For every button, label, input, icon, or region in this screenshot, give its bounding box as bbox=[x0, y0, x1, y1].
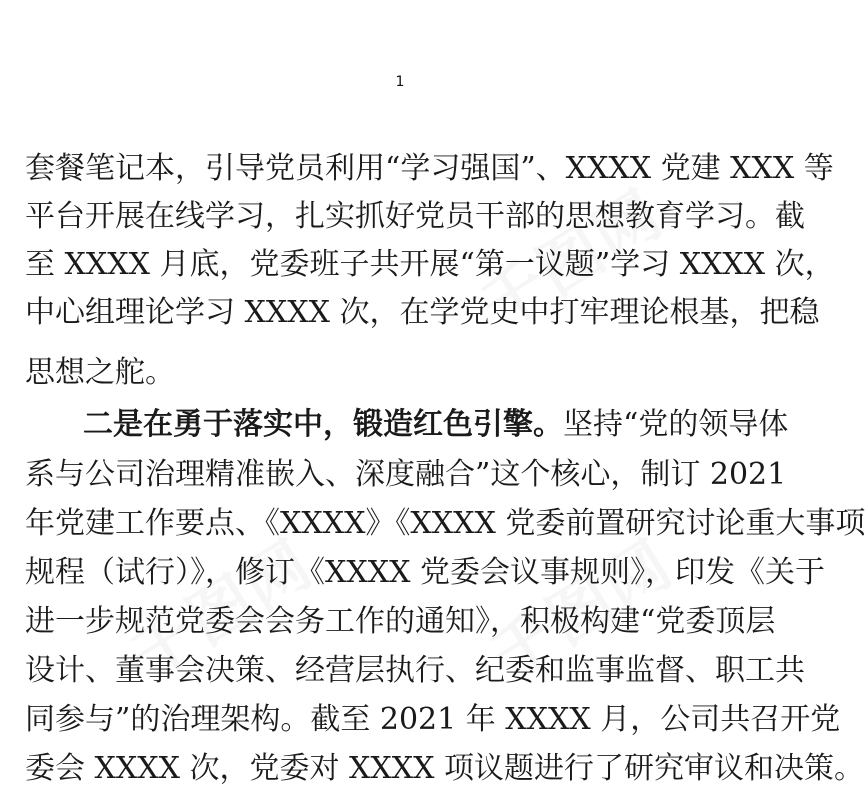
paragraph-line: 中心组理论学习 XXXX 次，在学党史中打牢理论根基，把稳 bbox=[25, 295, 820, 330]
paragraph-line: 系与公司治理精准嵌入、深度融合”这个核心，制订 2021 bbox=[25, 457, 787, 492]
paragraph-line: 规程（试行）》，修订《XXXX 党委会议事规则》，印发《关于 bbox=[25, 555, 825, 590]
page-number: 1 bbox=[395, 74, 405, 90]
paragraph-first-line bbox=[83, 401, 789, 449]
paragraph-line: 进一步规范党委会会务工作的通知》，积极构建“党委顶层 bbox=[25, 604, 776, 639]
section-heading: 二是在勇于落实中，锻造红色引擎。 bbox=[83, 407, 563, 442]
paragraph-line: 至 XXXX 月底，党委班子共开展“第一议题”学习 XXXX 次， bbox=[25, 247, 835, 282]
paragraph-line: 设计、董事会决策、经营层执行、纪委和监事监督、职工共 bbox=[25, 653, 805, 688]
paragraph-line: 平台开展在线学习，扎实抓好党员干部的思想教育学习。截 bbox=[25, 199, 805, 234]
paragraph-line: 思想之舵。 bbox=[25, 355, 175, 390]
paragraph-line: 委会 XXXX 次，党委对 XXXX 项议题进行了研究审议和决策。 bbox=[25, 751, 865, 786]
paragraph-line: 年党建工作要点、《XXXX》《XXXX 党委前置研究讨论重大事项 bbox=[25, 506, 865, 541]
paragraph-line: 同参与”的治理架构。截至 2021 年 XXXX 月，公司共召开党 bbox=[25, 702, 841, 737]
paragraph-line: 套餐笔记本，引导党员利用“学习强国”、XXXX 党建 XXX 等 bbox=[25, 151, 834, 186]
heading-continuation: 坚持“党的领导体 bbox=[563, 407, 789, 442]
